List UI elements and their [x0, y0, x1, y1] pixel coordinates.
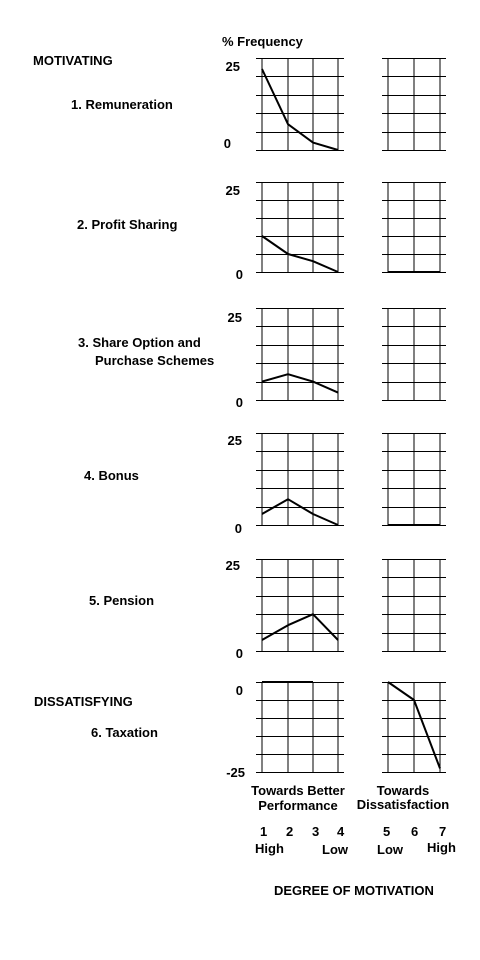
towards-label: Towards: [376, 783, 430, 798]
y-tick-label: 25: [227, 310, 242, 325]
y-tick-label: 0: [234, 521, 242, 536]
series-line-performance: [262, 499, 338, 525]
low-label-left: Low: [322, 842, 348, 857]
row-label-share-option: 3. Share Option and: [78, 335, 201, 350]
performance-label: Performance: [258, 798, 338, 813]
y-tick-label: 25: [225, 558, 240, 573]
series-line-performance: [262, 69, 338, 150]
row-label-share-option-line2: Purchase Schemes: [95, 353, 215, 368]
y-tick-label: 25: [225, 183, 240, 198]
y-tick-label: 25: [225, 59, 240, 74]
row-label-remuneration: 1. Remuneration: [71, 97, 173, 112]
high-label-left: High: [255, 841, 284, 856]
row-label-bonus: 4. Bonus: [84, 468, 139, 483]
x-axis-title: DEGREE OF MOTIVATION: [274, 883, 434, 898]
y-tick-label: 0: [235, 683, 243, 698]
dissatisfying-section-label: DISSATISFYING: [34, 694, 133, 709]
x-tick-label: 1: [260, 824, 268, 839]
row-label-taxation: 6. Taxation: [91, 725, 158, 740]
towards-better-label: Towards Better: [251, 783, 345, 798]
x-tick-label: 4: [337, 824, 345, 839]
low-label-right: Low: [377, 842, 403, 857]
motivating-section-label: MOTIVATING: [33, 53, 113, 68]
x-tick-label: 7: [439, 824, 447, 839]
frequency-axis-title: % Frequency: [222, 34, 303, 49]
x-tick-label: 2: [286, 824, 294, 839]
dissatisfaction-label: Dissatisfaction: [356, 797, 450, 812]
row-label-profit-sharing: 2. Profit Sharing: [77, 217, 178, 232]
series-line-performance: [262, 374, 338, 392]
x-tick-label: 5: [383, 824, 391, 839]
high-label-right: High: [427, 840, 456, 855]
row-label-pension: 5. Pension: [89, 593, 155, 608]
y-tick-label: -25: [226, 765, 245, 780]
y-tick-label: 25: [227, 433, 242, 448]
series-line-performance: [262, 614, 338, 640]
y-tick-label: 0: [235, 646, 243, 661]
y-tick-label: 0: [235, 395, 243, 410]
x-tick-label: 3: [312, 824, 320, 839]
x-tick-label: 6: [411, 824, 419, 839]
y-tick-label: 0: [223, 136, 231, 151]
y-tick-label: 0: [235, 267, 243, 282]
